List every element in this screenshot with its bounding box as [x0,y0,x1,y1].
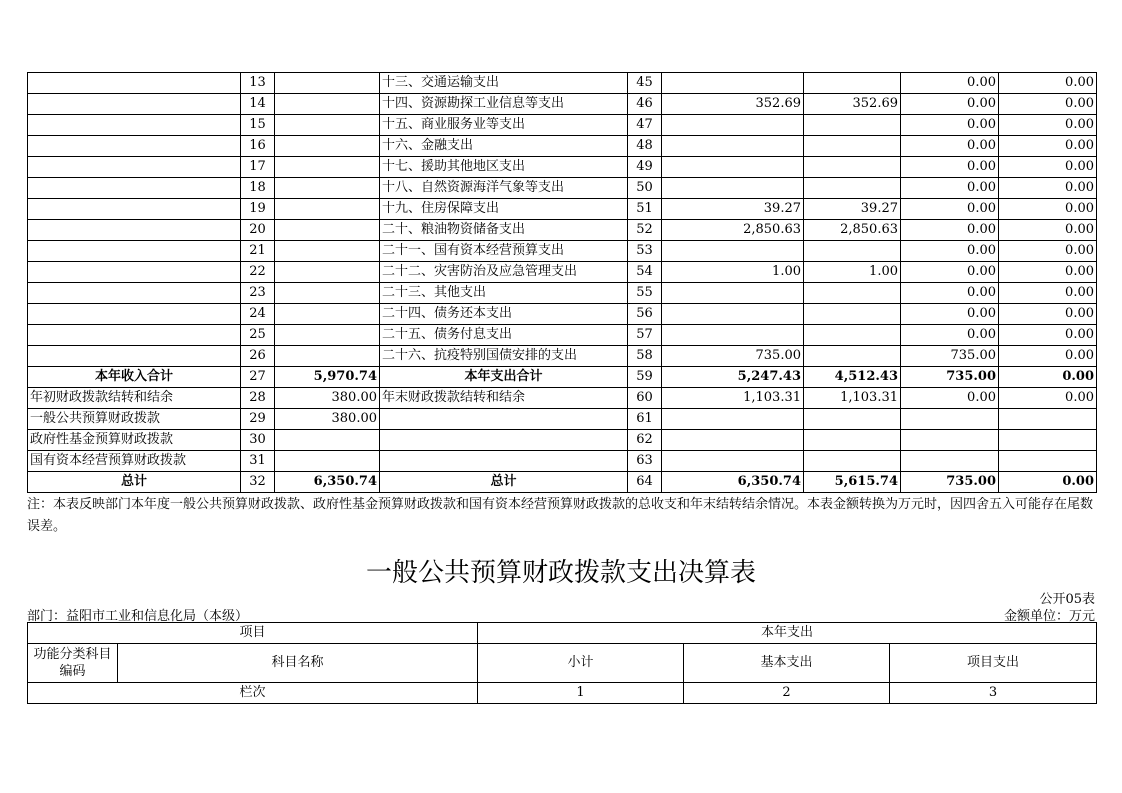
expense-other-cell: 0.00 [999,346,1097,367]
expense-project-cell: 735.00 [901,367,999,388]
expense-item-cell: 十八、自然资源海洋气象等支出 [380,178,628,199]
department-label: 部门：益阳市工业和信息化局（本级） [27,609,249,624]
expense-project-cell: 0.00 [901,241,999,262]
expense-line-cell: 62 [628,430,662,451]
expense-item-cell: 本年支出合计 [380,367,628,388]
table-row [28,220,1097,241]
expense-other-cell: 0.00 [999,304,1097,325]
row-n1: 1 [478,683,684,704]
expense-basic-cell [804,325,901,346]
income-line-cell: 31 [241,451,275,472]
expense-total-cell: 39.27 [662,199,804,220]
expense-total-cell [662,115,804,136]
row-n2: 2 [684,683,890,704]
income-amount-cell: 380.00 [275,388,380,409]
expense-total-cell: 2,850.63 [662,220,804,241]
income-item-cell: 总计 [28,472,241,493]
expense-total-cell: 735.00 [662,346,804,367]
income-line-cell: 24 [241,304,275,325]
table-row [28,241,1097,262]
expense-basic-cell: 5,615.74 [804,472,901,493]
income-item-cell [28,115,241,136]
income-item-cell: 国有资本经营预算财政拨款 [28,451,241,472]
income-line-cell: 27 [241,367,275,388]
expense-basic-cell [804,451,901,472]
table-row [28,94,1097,115]
expense-other-cell: 0.00 [999,220,1097,241]
income-line-cell: 28 [241,388,275,409]
table-row [28,472,1097,493]
expense-item-cell: 二十三、其他支出 [380,283,628,304]
income-line-cell: 22 [241,262,275,283]
expense-line-cell: 63 [628,451,662,472]
col-subtotal: 小计 [478,644,684,683]
expense-line-cell: 48 [628,136,662,157]
income-line-cell: 14 [241,94,275,115]
expense-total-cell [662,178,804,199]
table-row [28,409,1097,430]
income-item-cell [28,178,241,199]
expense-other-cell: 0.00 [999,199,1097,220]
expense-item-cell [380,409,628,430]
expense-line-cell: 59 [628,367,662,388]
expense-other-cell [999,430,1097,451]
expense-other-cell: 0.00 [999,325,1097,346]
income-amount-cell [275,115,380,136]
table-row [28,430,1097,451]
expense-basic-cell [804,409,901,430]
income-amount-cell: 5,970.74 [275,367,380,388]
expense-item-cell: 年末财政拨款结转和结余 [380,388,628,409]
header-year: 本年支出 [478,623,1097,644]
expense-basic-cell: 39.27 [804,199,901,220]
income-amount-cell [275,94,380,115]
expense-item-cell: 二十二、灾害防治及应急管理支出 [380,262,628,283]
income-item-cell [28,136,241,157]
income-item-cell [28,241,241,262]
expense-project-cell [901,409,999,430]
expense-basic-cell [804,241,901,262]
income-amount-cell [275,241,380,262]
expense-other-cell [999,451,1097,472]
income-amount-cell [275,220,380,241]
income-amount-cell [275,178,380,199]
expense-other-cell: 0.00 [999,94,1097,115]
expense-project-cell: 0.00 [901,136,999,157]
income-amount-cell: 380.00 [275,409,380,430]
income-line-cell: 29 [241,409,275,430]
expense-total-cell [662,430,804,451]
expense-total-cell [662,304,804,325]
expense-project-cell [901,430,999,451]
col-name: 科目名称 [118,644,478,683]
expense-basic-cell: 1,103.31 [804,388,901,409]
income-item-cell [28,346,241,367]
expense-project-cell: 0.00 [901,304,999,325]
expense-basic-cell: 352.69 [804,94,901,115]
expense-item-cell: 二十、粮油物资储备支出 [380,220,628,241]
income-line-cell: 30 [241,430,275,451]
expense-project-cell: 0.00 [901,94,999,115]
expense-total-cell [662,73,804,94]
expense-other-cell: 0.00 [999,262,1097,283]
expense-item-cell: 十九、住房保障支出 [380,199,628,220]
expense-basic-cell: 2,850.63 [804,220,901,241]
expense-line-cell: 55 [628,283,662,304]
income-amount-cell [275,73,380,94]
income-item-cell [28,325,241,346]
expense-item-cell: 十六、金融支出 [380,136,628,157]
page-title: 一般公共预算财政拨款支出决算表 [365,558,756,588]
table-code: 公开05表 [1039,592,1095,607]
expense-project-cell: 0.00 [901,115,999,136]
income-line-cell: 16 [241,136,275,157]
income-item-cell [28,304,241,325]
table-row [28,178,1097,199]
unit-label: 金额单位：万元 [1003,609,1095,624]
expense-other-cell: 0.00 [999,73,1097,94]
expense-total-cell [662,157,804,178]
expense-other-cell: 0.00 [999,367,1097,388]
expense-item-cell: 十三、交通运输支出 [380,73,628,94]
expense-item-cell [380,451,628,472]
expense-basic-cell [804,157,901,178]
expense-line-cell: 51 [628,199,662,220]
income-amount-cell [275,346,380,367]
expense-project-cell: 0.00 [901,262,999,283]
header-item: 项目 [28,623,478,644]
col-code: 功能分类科目编码 [28,644,118,683]
expense-other-cell: 0.00 [999,157,1097,178]
expense-basic-cell [804,73,901,94]
expense-other-cell: 0.00 [999,283,1097,304]
expense-total-cell: 1.00 [662,262,804,283]
income-item-cell [28,157,241,178]
income-amount-cell [275,136,380,157]
expense-project-cell: 735.00 [901,346,999,367]
expense-item-cell: 十四、资源勘探工业信息等支出 [380,94,628,115]
income-line-cell: 23 [241,283,275,304]
expense-other-cell: 0.00 [999,115,1097,136]
expense-other-cell [999,409,1097,430]
expense-basic-cell [804,136,901,157]
table-row [28,346,1097,367]
expense-project-cell: 0.00 [901,220,999,241]
income-item-cell [28,262,241,283]
expense-line-cell: 64 [628,472,662,493]
expense-other-cell: 0.00 [999,136,1097,157]
income-amount-cell [275,451,380,472]
income-amount-cell [275,262,380,283]
expense-basic-cell [804,115,901,136]
expense-item-cell: 十七、援助其他地区支出 [380,157,628,178]
expense-item-cell: 二十五、债务付息支出 [380,325,628,346]
income-line-cell: 20 [241,220,275,241]
table-row [28,451,1097,472]
expense-item-cell: 二十六、抗疫特别国债安排的支出 [380,346,628,367]
expense-line-cell: 53 [628,241,662,262]
expense-total-cell [662,241,804,262]
income-amount-cell [275,304,380,325]
income-line-cell: 17 [241,157,275,178]
income-item-cell: 一般公共预算财政拨款 [28,409,241,430]
row-label: 栏次 [28,683,478,704]
expense-basic-cell: 1.00 [804,262,901,283]
income-line-cell: 19 [241,199,275,220]
expense-project-cell: 735.00 [901,472,999,493]
expense-project-cell: 0.00 [901,325,999,346]
income-amount-cell [275,430,380,451]
expense-line-cell: 47 [628,115,662,136]
expense-total-cell: 6,350.74 [662,472,804,493]
expense-other-cell: 0.00 [999,388,1097,409]
expense-line-cell: 50 [628,178,662,199]
table-row [28,157,1097,178]
table-row [28,73,1097,94]
expense-line-cell: 61 [628,409,662,430]
expense-total-cell: 5,247.43 [662,367,804,388]
expense-project-cell: 0.00 [901,73,999,94]
income-expense-table [27,72,1097,493]
expense-item-cell: 二十一、国有资本经营预算支出 [380,241,628,262]
expense-project-cell: 0.00 [901,157,999,178]
expense-item-cell: 总计 [380,472,628,493]
income-item-cell: 年初财政拨款结转和结余 [28,388,241,409]
expense-line-cell: 58 [628,346,662,367]
table-row [28,262,1097,283]
income-line-cell: 21 [241,241,275,262]
expense-item-cell [380,430,628,451]
expense-total-cell [662,325,804,346]
expense-total-cell [662,136,804,157]
income-item-cell [28,94,241,115]
income-amount-cell [275,325,380,346]
income-line-cell: 18 [241,178,275,199]
table-note: 注：本表反映部门本年度一般公共预算财政拨款、政府性基金预算财政拨款和国有资本经营预算财政拨款的总收支和年末结转结余情况。本表金额转换为万元时，因四舍五入可能存在尾数误差。 [27,497,1094,534]
expense-table [27,622,1097,704]
expense-item-cell: 十五、商业服务业等支出 [380,115,628,136]
expense-other-cell: 0.00 [999,178,1097,199]
expense-line-cell: 52 [628,220,662,241]
expense-line-cell: 57 [628,325,662,346]
income-line-cell: 25 [241,325,275,346]
expense-line-cell: 56 [628,304,662,325]
income-item-cell [28,199,241,220]
income-line-cell: 13 [241,73,275,94]
table-row [28,199,1097,220]
income-amount-cell [275,283,380,304]
table-row [28,325,1097,346]
expense-project-cell: 0.00 [901,199,999,220]
table-row [28,304,1097,325]
expense-line-cell: 46 [628,94,662,115]
expense-basic-cell: 4,512.43 [804,367,901,388]
expense-project-cell: 0.00 [901,388,999,409]
expense-other-cell: 0.00 [999,241,1097,262]
expense-project-cell: 0.00 [901,283,999,304]
income-item-cell [28,283,241,304]
expense-total-cell [662,409,804,430]
table-row [28,136,1097,157]
income-amount-cell: 6,350.74 [275,472,380,493]
expense-line-cell: 45 [628,73,662,94]
income-item-cell [28,73,241,94]
expense-total-cell [662,451,804,472]
expense-basic-cell [804,304,901,325]
income-line-cell: 32 [241,472,275,493]
col-basic: 基本支出 [684,644,890,683]
table-row [28,283,1097,304]
expense-other-cell: 0.00 [999,472,1097,493]
expense-line-cell: 49 [628,157,662,178]
expense-item-cell: 二十四、债务还本支出 [380,304,628,325]
expense-project-cell: 0.00 [901,178,999,199]
income-line-cell: 15 [241,115,275,136]
expense-basic-cell [804,430,901,451]
table-row [28,115,1097,136]
income-item-cell [28,220,241,241]
income-item-cell: 本年收入合计 [28,367,241,388]
table-row [28,367,1097,388]
expense-line-cell: 60 [628,388,662,409]
expense-total-cell: 352.69 [662,94,804,115]
income-item-cell: 政府性基金预算财政拨款 [28,430,241,451]
income-amount-cell [275,199,380,220]
income-line-cell: 26 [241,346,275,367]
expense-line-cell: 54 [628,262,662,283]
expense-total-cell: 1,103.31 [662,388,804,409]
table-row [28,388,1097,409]
col-project: 项目支出 [890,644,1097,683]
expense-basic-cell [804,283,901,304]
income-amount-cell [275,157,380,178]
expense-total-cell [662,283,804,304]
expense-project-cell [901,451,999,472]
row-n3: 3 [890,683,1097,704]
expense-basic-cell [804,178,901,199]
expense-basic-cell [804,346,901,367]
